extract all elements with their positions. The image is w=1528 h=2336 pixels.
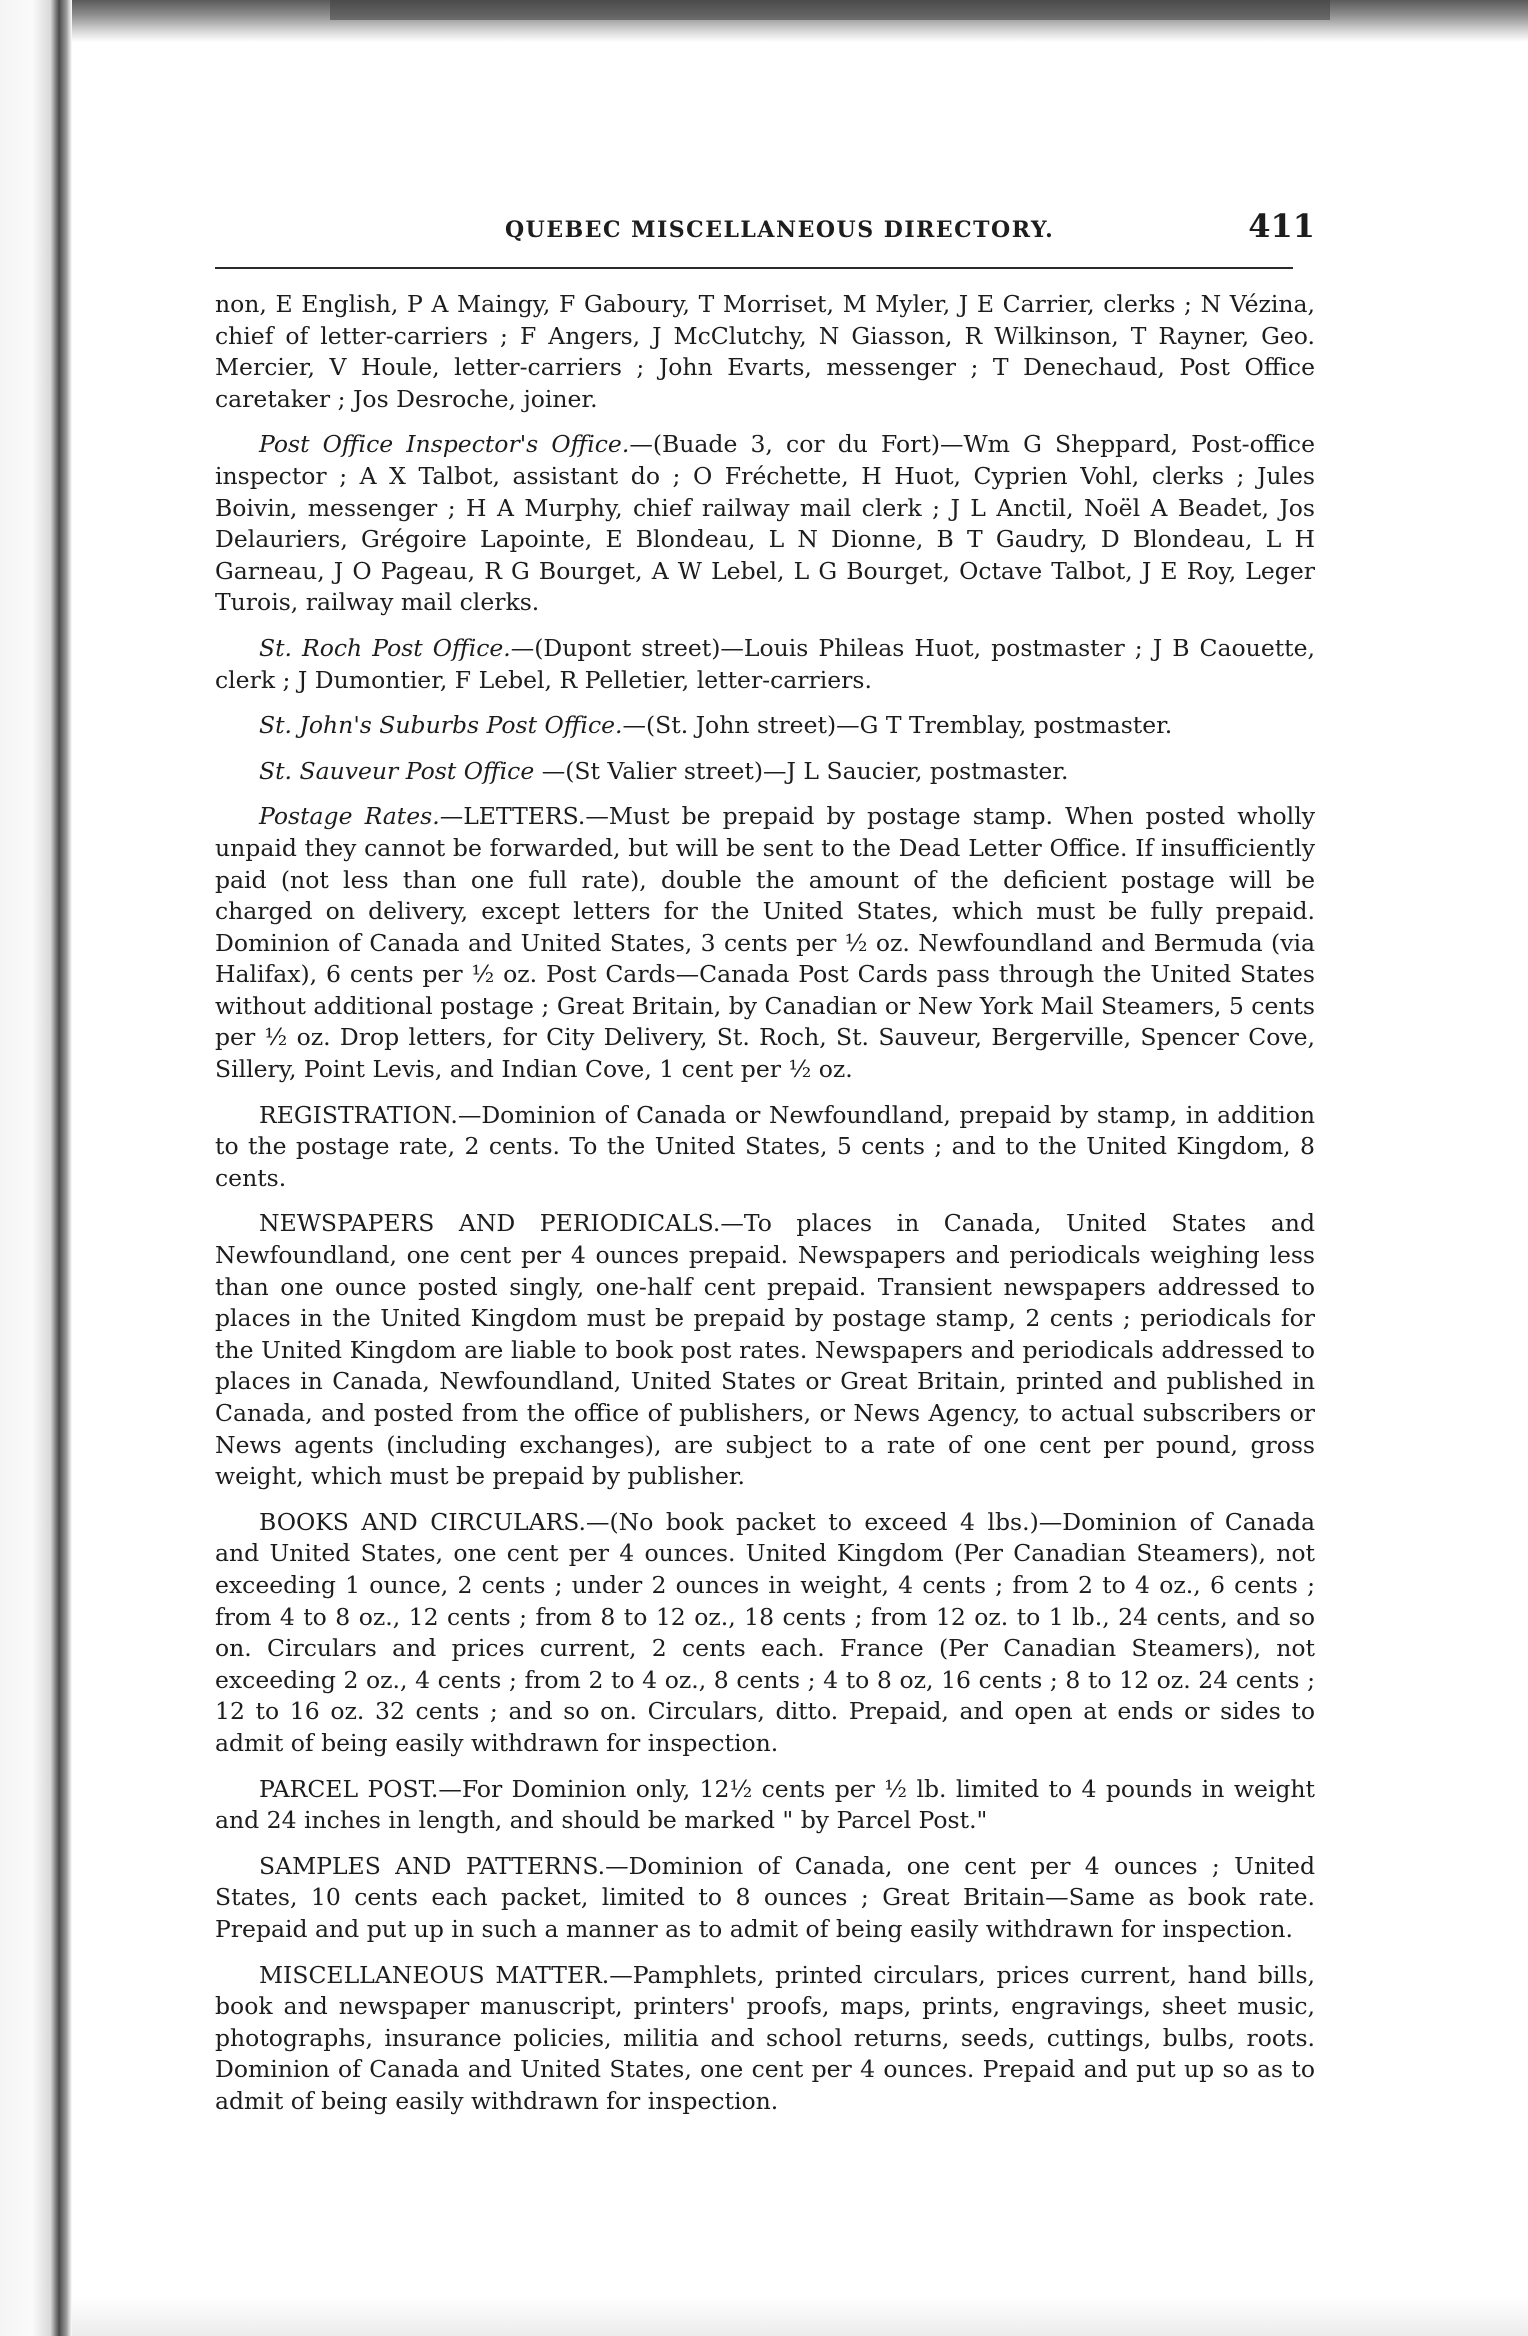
paragraph-newspapers	[215, 1208, 1315, 1492]
paragraph-text: —(St Valier street)—J L Saucier, postmaster.	[534, 756, 1069, 785]
paragraph-text: —To places in Canada, United States and Newfoundland, one cent per 4 ounces prepaid. Newspapers and periodicals weighing less than one ounce posted singly, one-half cent prepaid. Transient newspapers addressed to places in the United Kingdom must be prepaid by postage stamp, 2 cents ; periodicals for the United Kingdom are liable to book post rates. Newspapers and periodicals addressed to places in Canada, Newfoundland, United States or Great Britain, printed and published in Canada, and posted from the office of publishers, or News Agency, to actual subscribers or News agents (including exchanges), are subject to a rate of one cent per pound, gross weight, which must be prepaid by publisher.	[215, 1209, 1315, 1491]
paragraph-parcel-post	[215, 1774, 1315, 1837]
paragraph-lead: Postage Rates.	[259, 802, 440, 831]
paragraph-text: —LETTERS.—Must be prepaid by postage stamp. When posted wholly unpaid they cannot be forwarded, but will be sent to the Dead Letter Office. If insufficiently paid (not less than one full rate), double the amount of the deficient postage will be charged on delivery, except letters for the United States, which must be fully prepaid. Dominion of Canada and United States, 3 cents per ½ oz. Newfoundland and Bermuda (via Halifax), 6 cents per ½ oz. Post Cards—Canada Post Cards pass through the United States without additional postage ; Great Britain, by Canadian or New York Mail Steamers, 5 cents per ½ oz. Drop letters, for City Delivery, St. Roch, St. Sauveur, Bergerville, Spencer Cove, Sillery, Point Levis, and Indian Cove, 1 cent per ½ oz.	[215, 802, 1315, 1084]
paragraph-miscellaneous-matter	[215, 1960, 1315, 2118]
paragraph-lead: NEWSPAPERS AND PERIODICALS.	[259, 1209, 721, 1238]
paragraph-lead: St. Sauveur Post Office	[259, 756, 535, 785]
scan-top-shadow	[330, 0, 1330, 20]
paragraph-text: —(No book packet to exceed 4 lbs.)—Dominion of Canada and United States, one cent per 4 ounces. United Kingdom (Per Canadian Steamers), not exceeding 1 ounce, 2 cents ; under 2 ounces in weight, 4 cents ; from 2 to 4 oz., 6 cents ; from 4 to 8 oz., 12 cents ; from 8 to 12 oz., 18 cents ; from 12 oz. to 1 lb., 24 cents, and so on. Circulars and prices current, 2 cents each. France (Per Canadian Steamers), not exceeding 2 oz., 4 cents ; from 2 to 4 oz., 8 cents ; 4 to 8 oz, 16 cents ; 8 to 12 oz. 24 cents ; 12 to 16 oz. 32 cents ; and so on. Circulars, ditto. Prepaid, and open at ends or sides to admit of being easily withdrawn for inspection.	[215, 1507, 1316, 1757]
paragraph-st-roch	[215, 633, 1315, 696]
paragraph-text: —For Dominion only, 12½ cents per ½ lb. limited to 4 pounds in weight and 24 inches in length, and should be marked " by Parcel Post."	[215, 1774, 1315, 1835]
paragraph-postage-rates	[215, 801, 1315, 1085]
page-number: 411	[1248, 207, 1315, 245]
paragraph-text: non, E English, P A Maingy, F Gaboury, T Morriset, M Myler, J E Carrier, clerks ; N Vézina, chief of letter-carriers ; F Angers, J McClutchy, N Giasson, R Wilkinson, T Rayner, Geo. Mercier, V Houle, letter-carriers ; John Evarts, messenger ; T Denechaud, Post Office caretaker ; Jos Desroche, joiner.	[215, 290, 1315, 413]
paragraph-lead: SAMPLES AND PATTERNS.	[259, 1851, 606, 1880]
paragraph-lead: PARCEL POST.	[259, 1774, 439, 1803]
paragraph-lead: St. John's Suburbs Post Office.	[259, 711, 623, 740]
paragraph-lead: BOOKS AND CIRCULARS.	[259, 1507, 587, 1536]
directory-page	[215, 205, 1315, 2131]
paragraph-lead: Post Office Inspector's Office.	[259, 430, 630, 459]
scan-bottom-edge	[72, 2296, 1528, 2336]
paragraph-text: —Dominion of Canada, one cent per 4 ounces ; United States, 10 cents each packet, limited to 8 ounces ; Great Britain—Same as book rate. Prepaid and put up in such a manner as to admit of being easily withdrawn for inspection.	[215, 1851, 1315, 1943]
paragraph-text: —Pamphlets, printed circulars, prices current, hand bills, book and newspaper manuscript, printers' proofs, maps, prints, engravings, sheet music, photographs, insurance policies, militia and school returns, seeds, cuttings, bulbs, roots. Dominion of Canada and United States, one cent per 4 ounces. Prepaid and put up so as to admit of being easily withdrawn for inspection.	[215, 1960, 1315, 2115]
header-rule	[215, 267, 1293, 269]
scan-binding-edge	[0, 0, 72, 2336]
paragraph-text: —(Buade 3, cor du Fort)—Wm G Sheppard, Post-office inspector ; A X Talbot, assistant do ; O Fréchette, H Huot, Cyprien Vohl, clerks ; Jules Boivin, messenger ; H A Murphy, chief railway mail clerk ; J L Anctil, Noël A Beadet, Jos Delauriers, Grégoire Lapointe, E Blondeau, L N Dionne, B T Gaudry, D Blondeau, L H Garneau, J O Pageau, R G Bourget, A W Lebel, L G Bourget, Octave Talbot, J E Roy, Leger Turois, railway mail clerks.	[215, 430, 1315, 617]
paragraph-books-circulars	[215, 1507, 1315, 1760]
page-header	[215, 205, 1315, 257]
paragraph-text: —Dominion of Canada or Newfoundland, prepaid by stamp, in addition to the postage rate, 2 cents. To the United States, 5 cents ; and to the United Kingdom, 8 cents.	[215, 1100, 1315, 1192]
paragraph-lead: St. Roch Post Office.	[259, 633, 511, 662]
running-head: QUEBEC MISCELLANEOUS DIRECTORY.	[505, 217, 1055, 243]
paragraph-staff-continued	[215, 289, 1315, 415]
paragraph-inspector-office	[215, 429, 1315, 619]
paragraph-st-johns	[215, 710, 1315, 742]
paragraph-lead: REGISTRATION.	[259, 1100, 458, 1129]
paragraph-text: —(St. John street)—G T Tremblay, postmaster.	[622, 711, 1173, 740]
paragraph-st-sauveur	[215, 756, 1315, 788]
paragraph-samples-patterns	[215, 1851, 1315, 1946]
paragraph-text: —(Dupont street)—Louis Phileas Huot, postmaster ; J B Caouette, clerk ; J Dumontier, F Lebel, R Pelletier, letter-carriers.	[215, 633, 1315, 694]
paragraph-registration	[215, 1100, 1315, 1195]
paragraph-lead: MISCELLANEOUS MATTER.	[259, 1960, 610, 1989]
